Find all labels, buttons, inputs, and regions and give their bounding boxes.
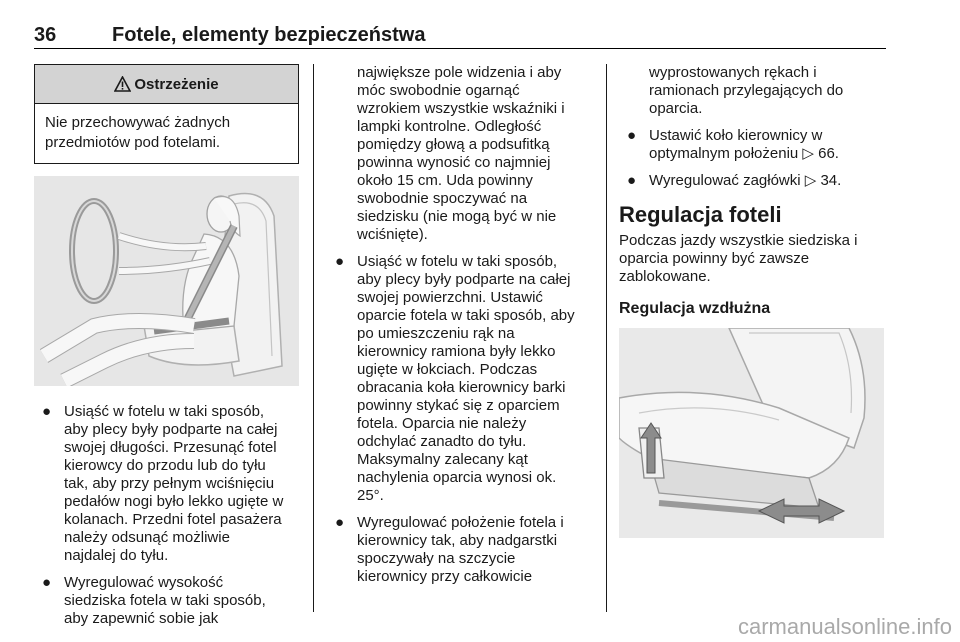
text-line: około 15 cm. Uda powinny [357, 172, 533, 189]
seat-lever-image [619, 328, 884, 538]
seat-adjustment-illustration [619, 328, 884, 538]
text-line: pedałów nogi było lekko ugięte w [64, 493, 284, 510]
bullet-icon: ● [627, 127, 637, 144]
text-line: swojej powierzchni. Ustawić [357, 289, 543, 306]
text-line: móc swobodnie ogarnąć [357, 82, 520, 99]
column-3 [619, 64, 889, 538]
text-line: siedzisku (nie mogą być w nie [357, 208, 557, 225]
text-line: Podczas jazdy wszystkie siedziska i [619, 232, 858, 249]
page-number: 36 [34, 24, 57, 46]
page-title: Fotele, elementy bezpieczeństwa [112, 24, 426, 46]
section-heading: Regulacja foteli [619, 202, 782, 227]
text-line: po umieszczeniu rąk na [357, 325, 515, 342]
text-line: Ustawić koło kierownicy w [649, 127, 823, 144]
text-line: Wyregulować położenie fotela i [357, 514, 564, 531]
page-reference-link[interactable]: optymalnym położeniu ▷ 66. [649, 145, 839, 162]
list-item [619, 172, 889, 190]
text-line: kierownicy ramiona były lekko [357, 343, 556, 360]
text-line: należy odsunąć możliwie [64, 529, 230, 546]
text-line: tak, aby przy pełnym wciśnięciu [64, 475, 275, 492]
text-line: swojej długości. Przesunąć fotel [64, 439, 277, 456]
warning-line: przedmiotów pod fotelami. [45, 134, 221, 151]
text-line: siedziska fotela w taki sposób, [64, 592, 266, 609]
text-line: 25°. [357, 487, 384, 504]
page-reference-link[interactable]: Wyregulować zagłówki ▷ 34. [649, 172, 842, 189]
list-item [327, 253, 594, 505]
bullet-icon: ● [335, 253, 345, 270]
list-item-continuation [619, 64, 889, 118]
text-line: aby plecy były podparte na całej [64, 421, 278, 438]
text-line: Wyregulować wysokość [64, 574, 224, 591]
subsection-heading: Regulacja wzdłużna [619, 300, 771, 317]
warning-header [35, 65, 298, 104]
text-line: oparcia. [649, 100, 703, 117]
bullet-icon: ● [42, 574, 52, 591]
driver-seat-illustration [34, 176, 299, 386]
text-line: aby zapewnić sobie jak [64, 610, 219, 627]
text-line: ugięte w łokciach. Podczas [357, 361, 538, 378]
list-item [619, 127, 889, 163]
text-line: Maksymalny zalecany kąt [357, 451, 528, 468]
text-line: kierowcy do przodu lub do tyłu [64, 457, 266, 474]
text-line: kolanach. Przedni fotel pasażera [64, 511, 282, 528]
bullet-icon: ● [42, 403, 52, 420]
bullet-list [327, 253, 594, 586]
text-line: pomiędzy głową a podsufitką [357, 136, 550, 153]
text-line: kierownicy tak, aby nadgarstki [357, 532, 558, 549]
warning-box [34, 64, 299, 164]
list-item [34, 574, 299, 628]
column-1 [34, 64, 299, 637]
text-line: ramionach przylegających do [649, 82, 844, 99]
text-line: Usiąść w fotelu w taki sposób, [64, 403, 265, 420]
text-line: zablokowane. [619, 268, 711, 285]
text-line: aby plecy były podparte na całej [357, 271, 571, 288]
text-line: spoczywały na szczycie [357, 550, 516, 567]
text-line: Usiąść w fotelu w taki sposób, [357, 253, 558, 270]
text-line: największe pole widzenia i aby [357, 64, 562, 81]
page-header [34, 14, 886, 49]
text-line: powinny stykać się z oparciem [357, 397, 560, 414]
bullet-list [619, 127, 889, 190]
text-line: nachylenia oparcia wynosi ok. [357, 469, 557, 486]
list-item [327, 514, 594, 586]
text-line: fotela. Oparcia nie należy [357, 415, 527, 432]
bullet-icon: ● [627, 172, 637, 189]
text-line: swobodnie spoczywać na [357, 190, 528, 207]
driver-seated-image [34, 176, 299, 386]
text-line: obracania koła kierownicy barki [357, 379, 566, 396]
list-item [34, 403, 299, 565]
text-line: najdalej do tyłu. [64, 547, 169, 564]
text-line: oparcie fotela w taki sposób, aby [357, 307, 575, 324]
column-divider [313, 64, 314, 612]
text-line: oparcia powinny być zawsze [619, 250, 810, 267]
text-line: lampki kontrolne. Odległość [357, 118, 542, 135]
warning-icon [114, 76, 131, 92]
section-paragraph [619, 232, 889, 286]
warning-line: Nie przechowywać żadnych [45, 114, 231, 131]
text-line: wyprostowanych rękach i [649, 64, 817, 81]
list-item-continuation [327, 64, 594, 244]
text-line: powinna wynosić co najmniej [357, 154, 551, 171]
warning-text [35, 104, 298, 163]
bullet-list [34, 403, 299, 628]
text-line: odchylać zanadto do tyłu. [357, 433, 527, 450]
warning-title: Ostrzeżenie [134, 75, 219, 93]
column-2 [327, 64, 594, 595]
text-line: wzrokiem wszystkie wskaźniki i [357, 100, 565, 117]
bullet-icon: ● [335, 514, 345, 531]
text-line: kierownicy przy całkowicie [357, 568, 533, 585]
column-divider [606, 64, 607, 612]
text-line: wciśnięte). [357, 226, 428, 243]
watermark: carmanualsonline.info [737, 614, 952, 639]
